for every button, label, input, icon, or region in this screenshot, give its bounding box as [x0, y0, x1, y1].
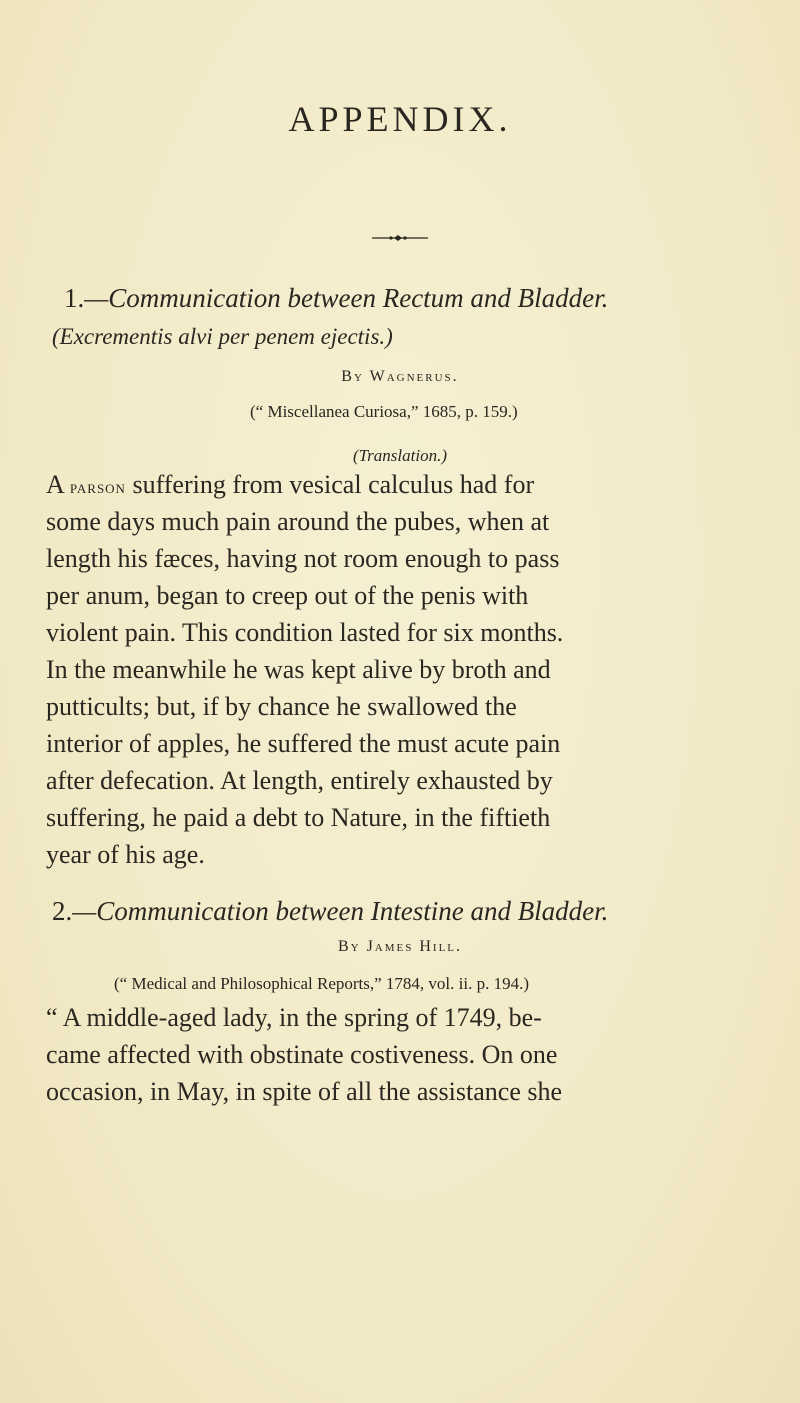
section-1-body-line-8: interior of apples, he suffered the must acute pain	[46, 729, 561, 758]
section-1-translation-label: (Translation.)	[353, 446, 447, 465]
section-1-citation: (“ Miscellanea Curiosa,” 1685, p. 159.)	[250, 402, 518, 421]
section-1-body-line-9: after defecation. At length, entirely exhausted by	[46, 766, 553, 795]
section-dash: —	[84, 283, 109, 313]
opening-cap: A	[46, 470, 64, 499]
section-2-number: 2.	[52, 896, 73, 926]
section-1-title: Communication between Rectum and Bladder.	[108, 283, 609, 313]
section-1-body-line-11: year of his age.	[46, 840, 205, 869]
section-1-body-line-6: In the meanwhile he was kept alive by broth and	[46, 655, 551, 684]
section-1-body-line-1	[46, 470, 534, 500]
section-2-byline: By James Hill.	[337, 938, 463, 955]
section-2-title-line	[52, 896, 608, 927]
section-2-title: Communication between Intestine and Bladder.	[96, 896, 609, 926]
section-2-citation: (“ Medical and Philosophical Reports,” 1784, vol. ii. p. 194.)	[114, 974, 530, 993]
section-1-byline: By Wagnerus.	[341, 368, 459, 385]
section-1-body-line-4: per anum, began to creep out of the penis with	[46, 581, 529, 610]
body-text: suffering from vesical calculus had for	[125, 470, 535, 499]
section-2-body-line-1: “ A middle-aged lady, in the spring of 1749, be-	[46, 1003, 542, 1032]
section-1-number: 1.	[64, 283, 85, 313]
ornament-rule-icon	[372, 234, 428, 242]
section-1-body-line-5: violent pain. This condition lasted for six months.	[46, 618, 564, 647]
section-1-subtitle: (Excrementis alvi per penem ejectis.)	[52, 324, 393, 349]
appendix-heading: APPENDIX.	[288, 99, 512, 139]
section-2-body-line-2: came affected with obstinate costiveness. On one	[46, 1040, 558, 1069]
section-1-body-line-2: some days much pain around the pubes, when at	[46, 507, 550, 536]
section-1-body-line-7: putticults; but, if by chance he swallowed the	[46, 692, 517, 721]
section-2-body-line-3: occasion, in May, in spite of all the assistance she	[46, 1077, 563, 1106]
section-1-title-line	[64, 283, 608, 314]
section-1-body-line-3: length his fæces, having not room enough to pass	[46, 544, 560, 573]
section-1-body-line-10: suffering, he paid a debt to Nature, in the fiftieth	[46, 803, 551, 832]
opening-smallcaps: parson	[69, 477, 126, 498]
section-dash: —	[72, 896, 97, 926]
